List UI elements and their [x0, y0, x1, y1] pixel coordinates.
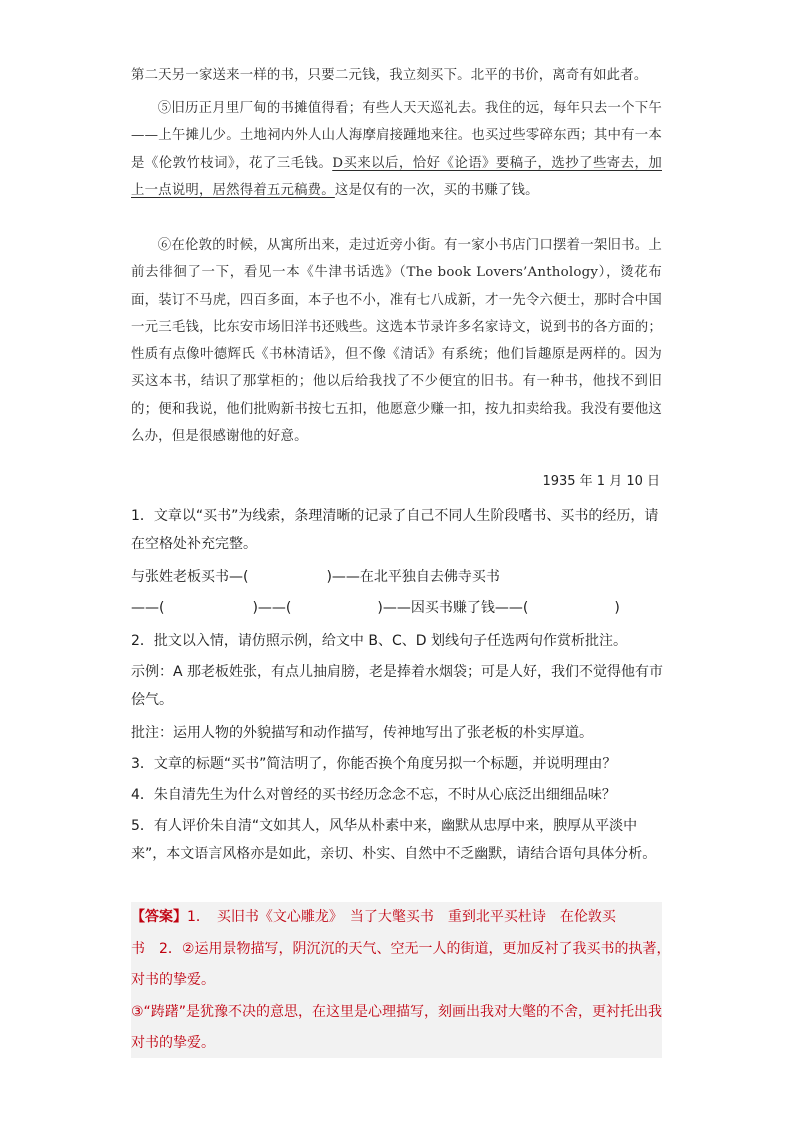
question-5: 5．有人评价朱自清“文如其人，风华从朴素中来，幽默从忠厚中来，腴厚从平淡中来”，本文语言风格亦是如此，亲切、朴实、自然中不乏幽默，请结合语句具体分析。: [131, 818, 657, 862]
answer-box: [131, 902, 671, 1058]
underlined-sentence-d: D买来以后，恰好《论语》要稿子，选抄了些寄去，加上一点说明，居然得着五元稿费。: [131, 155, 662, 198]
essay-date: 1935 年 1 月 10 日: [542, 474, 660, 489]
question-2-annotation: 批注：运用人物的外貌描写和动作描写，传神地写出了张老板的朴实厚道。: [131, 725, 593, 741]
question-1-blank-row-2: ——( )——( )——因买书赚了钱——( ): [131, 600, 620, 616]
passage-paragraph-6: ⑥在伦敦的时候，从寓所出来，走过近旁小街。有一家小书店门口摆着一架旧书。上前去徘徊了一下，看见一本《牛津书话选》（The book Lovers’Anthology），烫花布面，装订不马虎，四百多面，本子也不小，准有七八成新，才一先令六便士，那时合中国一元三毛钱，比东安市场旧洋书还贱些。这选本节录许多名家诗文，说到书的各方面的；性质有点像叶德辉氏《书林清话》，但不像《清话》有系统；他们旨趣原是两样的。因为买这本书，结识了那掌柜的；他以后给我找了不少便宜的旧书。有一种书，他找不到旧的；便和我说，他们批购新书按七五扣，他愿意少赚一扣，按九扣卖给我。我没有要他这么办，但是很感谢他的好意。: [131, 238, 662, 445]
passage-paragraph-4-end: 第二天另一家送来一样的书，只要二元钱，我立刻买下。北平的书价，离奇有如此者。: [131, 68, 648, 83]
answer-line-2: 书 2．②运用景物描写，阴沉沉的天气、空无一人的街道，更加反衬了我买书的执著，: [131, 940, 671, 957]
answer-line-5: 对书的挚爱。: [131, 1035, 215, 1051]
question-4: 4．朱自清先生为什么对曾经的买书经历念念不忘，不时从心底泛出细细品味？: [131, 787, 616, 803]
question-1: 1．文章以“买书”为线索，条理清晰的记录了自己不同人生阶段嗜书、买书的经历，请在空格处补充完整。: [131, 508, 659, 552]
answer-line-3: 对书的挚爱。: [131, 972, 215, 988]
answer-tag: 【答案】: [131, 909, 187, 925]
question-1-blank-row-1: 与张姓老板买书—( )——在北平独自去佛寺买书: [131, 569, 500, 585]
answer-line-4: ③“踌躇”是犹豫不决的意思，在这里是心理描写，刻画出我对大氅的不舍，更衬托出我: [131, 1003, 663, 1020]
question-3: 3．文章的标题“买书”简洁明了，你能否换个角度另拟一个标题，并说明理由？: [131, 756, 617, 772]
question-2-example: 示例：A 那老板姓张，有点儿抽肩膀，老是捧着水烟袋；可是人好，我们不觉得他有市侩气。: [131, 664, 664, 708]
answer-line-1: 【答案】1． 买旧书《文心雕龙》 当了大氅买书 重到北平买杜诗 在伦敦买: [131, 909, 616, 925]
question-2: 2．批文以入情，请仿照示例，给文中 B、C、D 划线句子任选两句作赏析批注。: [131, 633, 627, 649]
passage-paragraph-5: ⑤旧历正月里厂甸的书摊值得看；有些人天天巡礼去。我住的远，每年只去一个下午——上午摊儿少。土地祠内外人山人海摩肩接踵地来往。也买过些零碎东西；其中有一本是《伦敦竹枝词》，花了三毛钱。D买来以后，恰好《论语》要稿子，选抄了些寄去，加上一点说明，居然得着五元稿费。这是仅有的一次，买的书赚了钱。: [131, 101, 662, 198]
